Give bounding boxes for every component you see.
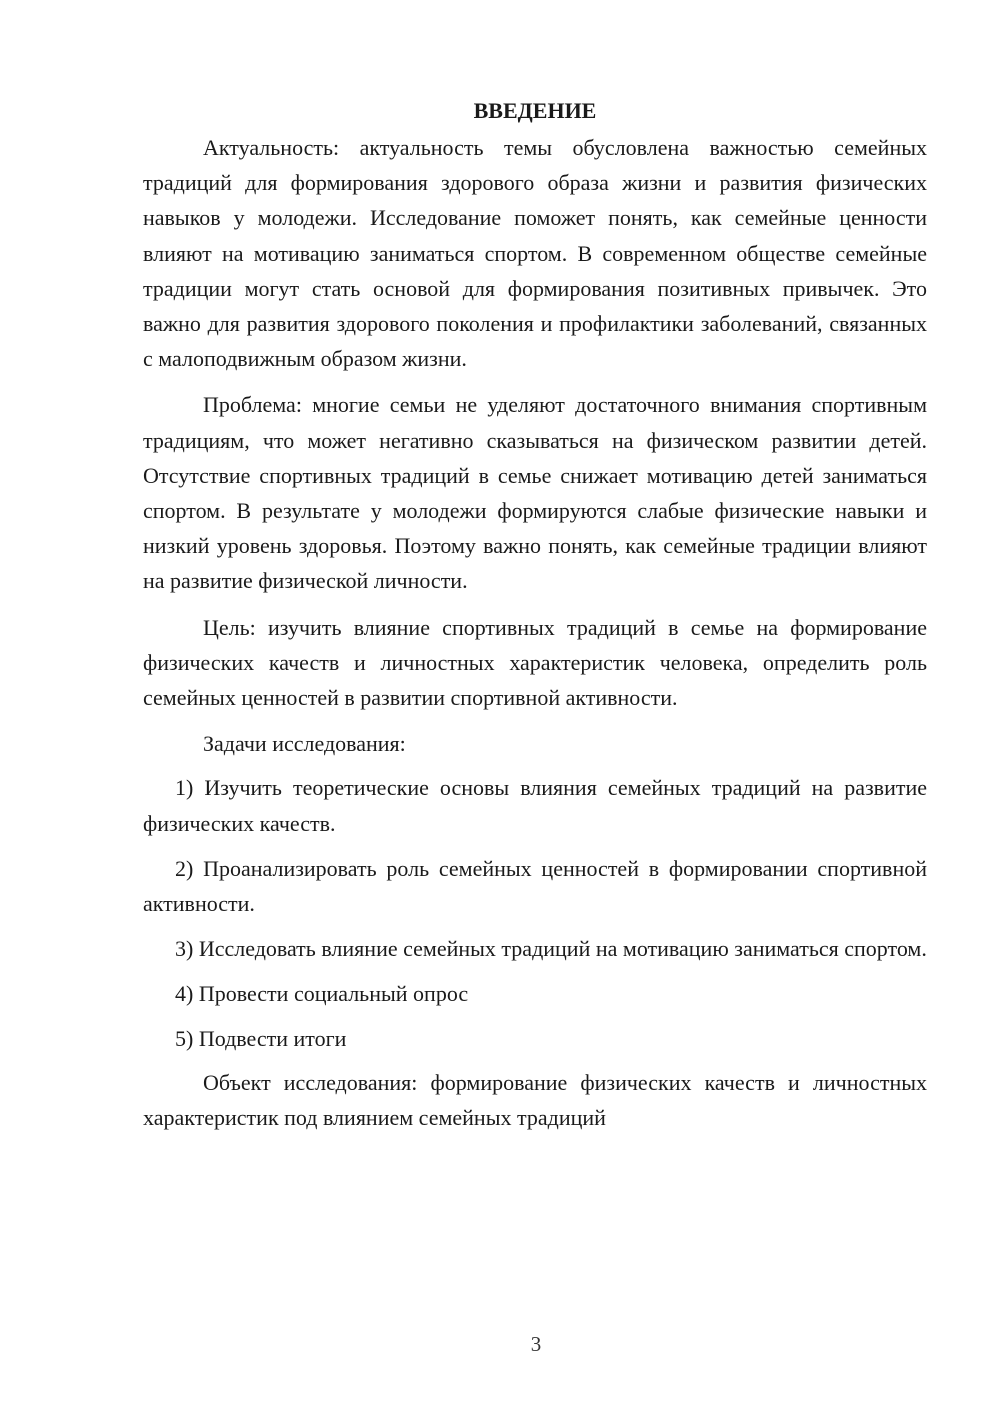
- task-item-1: 1) Изучить теоретические основы влияния семейных традиций на развитие физических качеств.: [143, 775, 927, 836]
- goal-paragraph: Цель: изучить влияние спортивных традиций в семье на формирование физических качеств и личностных характеристик человека, определить роль семейных ценностей в развитии спортивной активности.: [143, 614, 927, 711]
- object-paragraph: Объект исследования: формирование физических качеств и личностных характеристик под влиянием семейных традиций: [143, 1069, 927, 1131]
- task-item-2: 2) Проанализировать роль семейных ценностей в формировании спортивной активности.: [143, 855, 927, 917]
- section-title: ВВЕДЕНИЕ: [473, 98, 597, 123]
- page-body: [143, 93, 927, 1146]
- task-item-5: 5) Подвести итоги: [175, 1025, 347, 1051]
- problem-paragraph: Проблема: многие семьи не уделяют достаточного внимания спортивным традициям, что может негативно сказываться на физическом развитии детей. Отсутствие спортивных традиций в семье снижает мотивацию детей заниматься спортом. В результате у молодежи формируются слабые физические навыки и низкий уровень здоровья. Поэтому важно понять, как семейные традиции влияют на развитие физической личности.: [143, 392, 927, 594]
- relevance-paragraph: Актуальность: актуальность темы обусловлена важностью семейных традиций для формирования здорового образа жизни и развития физических навыков у молодежи. Исследование поможет понять, как семейные ценности влияют на мотивацию заниматься спортом. В современном обществе семейные традиции могут стать основой для формирования позитивных привычек. Это важно для развития здорового поколения и профилактики заболеваний, связанных с малоподвижным образом жизни.: [143, 135, 927, 372]
- tasks-heading: Задачи исследования:: [203, 731, 406, 757]
- task-item-4: 4) Провести социальный опрос: [175, 981, 469, 1007]
- page-number: 3: [530, 1332, 542, 1356]
- task-item-3: 3) Исследовать влияние семейных традиций на мотивацию заниматься спортом.: [175, 936, 927, 962]
